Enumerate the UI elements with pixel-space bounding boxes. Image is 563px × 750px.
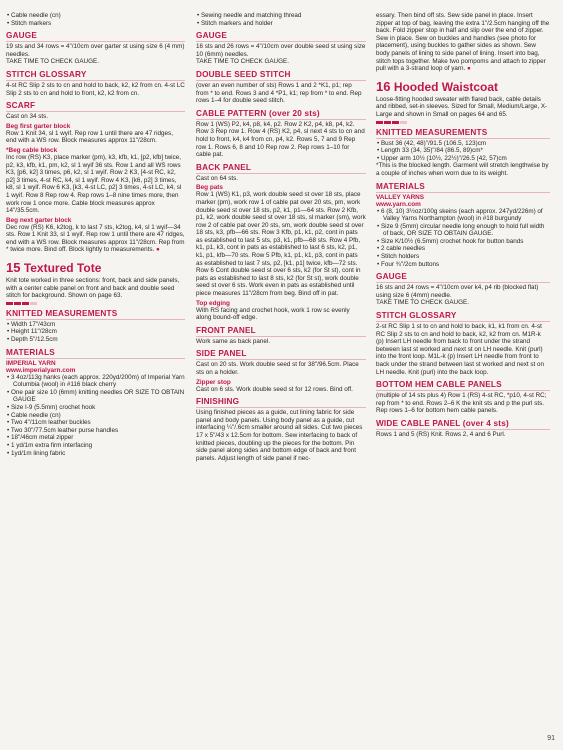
yarn-brand: IMPERIAL YARN [6,359,56,367]
knitted-measurements-heading: KNITTED MEASUREMENTS [6,309,185,320]
list-item: • Stitch holders [376,253,550,261]
list-item: • One pair size 10 (6mm) knitting needles OR SIZE TO OBTAIN GAUGE [6,389,185,404]
beg-first-heading: Beg first garter block [6,122,71,130]
bottom-hem-text: (multiple of 14 sts plus 4) Row 1 (RS) 4-st RC, *p10, 4-st RC; rep from * to end. Rows 2–6 K the knit sts and p the purl sts. Rep rows 1–6 for bottom hem cable panels. [376,392,547,415]
list-item: • Bust 36 (42, 48)"/91.5 (106.5, 123)cm [376,140,550,148]
gauge-check: TAKE TIME TO CHECK GAUGE. [376,299,469,307]
front-panel-heading: FRONT PANEL [196,326,366,337]
wide-cable-heading: WIDE CABLE PANEL (over 4 sts) [376,419,550,430]
zipper-stop-heading: Zipper stop [196,378,231,386]
scarf-cast-on: Cast on 34 sts. [6,113,48,121]
stitch-glossary-text: 2-st RC Slip 1 st to cn and hold to back, k1, k1 from cn. 4-st RC Slip 2 sts to cn and hold to back, k2, k2 from cn. M1R-k (p) Insert LH needle from back to front under the strand between last st worked and next st on LH needle. Knit (purl) into the front loop. M1L-k (p) Insert LH needle from front to back under the strand between last st worked and next st on LH needle. Knit (purl) into the back loop. [376,323,545,376]
finishing-continued: essary. Then bind off sts. Sew side panel in place. Insert zipper at top of bag, leaving the extra 1"/2.5cm hanging off the back. Fold zipper stop in half and slip over the end of zipper. Sew in place. Sew on buckles and handles (see photo for placement), using buckles to gather sides as shown. Sew body panels of lining to side panel of lining. Insert into bag, stitch tops together. Make two pompoms and attach to zipper pull with a 3-strand loop of yarn. ● [376,12,550,73]
gauge-check: TAKE TIME TO CHECK GAUGE. [6,58,99,66]
side-panel-heading: SIDE PANEL [196,349,366,360]
yarn-brand: VALLEY YARNS [376,193,425,201]
list-item: • 3 4oz/113g hanks (each approx. 220yd/200m) of Imperial Yarn Columbia (wool) in #116 black cherry [6,374,185,389]
wide-cable-text: Rows 1 and 5 (RS) Knit. Rows 2, 4 and 6 Purl. [376,430,506,438]
gauge-heading: GAUGE [376,272,550,283]
beg-pats-heading: Beg pats [196,184,223,192]
yarn-url[interactable]: www.yarn.com [376,200,421,208]
materials-heading: MATERIALS [6,348,185,359]
column-2 [196,12,366,462]
gauge-text: 16 sts and 26 rows = 4"/10cm over double seed st using size 10 (6mm) needles. [196,43,366,58]
list-item: • Stitch markers and holder [196,20,366,28]
beg-next-text: Dec row (RS) K6, k2tog, k to last 7 sts, k2tog, k4, sl 1 wyif—34 sts. Row 1 Knit 33, sl 1 wyif. Rep row 1 until there are 47 ridges, end with a WS row. Block measures approx 11"/28cm. Rep from * twice more. Bind off. Block lightly to measurements. ● [6,223,185,254]
front-panel-text: Work same as back panel. [196,337,271,345]
list-item: • Stitch markers [6,20,185,28]
beg-first-text: Row 1 Knit 34, sl 1 wyif. Rep row 1 until there are 47 ridges, end with a WS row. Block measures approx 11"/28cm. [6,129,173,145]
top-edging-heading: Top edging [196,299,230,307]
project-title: 15 Textured Tote [6,260,102,276]
column-3 [376,12,550,439]
list-item: • Sewing needle and matching thread [196,12,366,20]
beg-cable-text: Inc row (RS) K3, place marker (pm), k3, kfb, k1, [p2, kfb] twice, p2, k3, kfb, k1, pm, k2, sl 1 wyif 36 sts. Row 1 and all WS rows K3, [p6, k2] 3 times, p6, k2, sl 1 wyif. Row 2 K3, [4-st RC, k2, p2] 3 times, 4-st RC, k4, sl 1 wyif. Row 4 K3, [k6, p2] 3 times, k8, sl 1 wyif. Row 6 K3, [k3, 4-st LC, p2] 3 times, 4-st LC, k4, sl 1 wyif. Row 8 Rep row 4. Rep rows 1–8 nine times more, then work row 1 once more. Cable block measures approx 14"/35.5cm. [6,153,182,215]
list-item: • Cable needle (cn) [6,12,185,20]
list-item: • 6 (8, 10) 3½oz/100g skeins (each approx. 247yd/226m) of Valley Yarns Northampton (wool) in #18 burgundy [376,208,550,223]
knitted-measurements-heading: KNITTED MEASUREMENTS [376,128,550,139]
finishing-heading: FINISHING [196,397,366,408]
side-panel-text: Cast on 20 sts. Work double seed st for 38"/96.5cm. Place sts on a holder. [196,361,359,376]
gauge-check: TAKE TIME TO CHECK GAUGE. [196,58,289,66]
list-item: • 1yd/1m lining fabric [6,450,185,458]
skill-level-bar [376,121,550,124]
back-panel-cast-on: Cast on 64 sts. [196,174,238,182]
stitch-glossary-text: 4-st RC Slip 2 sts to cn and hold to back, k2, k2 from cn. 4-st LC Slip 2 sts to cn and hold to front, k2, k2 from cn. [6,81,185,97]
list-item: • 2 cable needles [376,245,550,253]
project-description: Loose-fitting hooded sweater with flared back, cable details and ribbed, set-in sleeves. Sized for Small, Medium/Large, X-Large and shown in Small on pages 64 and 65. [376,95,548,118]
list-item: • Two 4"/11cm leather buckles [6,419,185,427]
list-item: • 1 yd/1m extra firm interfacing [6,442,185,450]
gauge-heading: GAUGE [6,31,185,42]
beg-next-heading: Beg next garter block [6,216,72,224]
page-number: 91 [547,735,555,742]
scarf-heading: SCARF [6,101,185,112]
beg-cable-heading: *Beg cable block [6,146,58,154]
cable-pattern-heading: CABLE PATTERN (over 20 sts) [196,109,366,120]
gauge-text: 19 sts and 34 rows = 4"/10cm over garter st using size 6 (4 mm) needles. [6,43,185,58]
skill-level-bar [6,302,185,305]
list-item: • Upper arm 10½ (10½, 22½)"/26.5 (42, 57)cm [376,155,550,163]
measurement-note: *This is the blocked length. Garment will stretch lengthwise by a couple of inches when worn due to its weight. [376,162,549,177]
yarn-url[interactable]: www.imperialyarn.com [6,366,76,374]
list-item: • 18"/46cm metal zipper [6,434,185,442]
cable-pattern-text: Row 1 (WS) P2, k4, p8, k4, p2. Row 2 K2, p4, k8, p4, k2. Row 3 Rep row 1. Row 4 (RS) K2, p4, sl next 4 sts to cn and hold to front, k4, k4 from cn, p4, k2. Rows 5, 7 and 9 Rep row 1. Rows 6, 8 and 10 Rep row 2. Rep rows 1–10 for cable pat. [196,120,365,159]
stitch-glossary-heading: STITCH GLOSSARY [6,70,185,81]
list-item: • Length 33 (34, 35)"/84 (86.5, 89)cm* [376,147,550,155]
list-item: • Size K/10½ (6.5mm) crochet hook for button bands [376,238,550,246]
list-item: • Two 30"/77.5cm leather purse handles [6,427,185,435]
project-title: 16 Hooded Waistcoat [376,78,499,94]
zipper-stop-text: Cast on 6 sts. Work double seed st for 12 rows. Bind off. [196,385,353,393]
double-seed-heading: DOUBLE SEED STITCH [196,70,366,81]
list-item: • Width 17"/43cm [6,321,185,329]
materials-heading: MATERIALS [376,182,550,193]
list-item: • Four ¾"/2cm buttons [376,261,550,269]
stitch-glossary-heading: STITCH GLOSSARY [376,311,550,322]
list-item: • Depth 5"/12.5cm [6,336,185,344]
beg-pats-text: Row 1 (WS) K1, p3, work double seed st over 18 sts, place marker (pm), work row 1 of cable pat over 20 sts, pm, work double seed st over 18 sts, p2, k1, p1—64 sts. Row 2 Kfb, p1, k2, work double seed st over 18 sts, sl marker (sm), work row 2 of cable pat over 20 sts, sm, work double seed st over 18 sts, k3, pfb—66 sts. Row 3 Kfb, p1, k1, p2, cont in pats as established to last 5 sts, p3, k1, pfb—68 sts. Row 4 Pfb, k1, p1, k3, cont in pats as established to last 6 sts, k2, p1, k1, p1, kfb—70 sts. Row 5 Pfb, k1, p1, k1, p3, cont in pats as established to last 7 sts, p2, [k1, p1] twice, kfb—72 sts. Row 6 Cont double seed st over 6 sts, k2 (for St st), cont in pats as established to last 8 sts, k2 (for St st), work double seed st over 6 sts. Work even in pats as established until piece measures 11"/28cm from beg. Bind off in pat. [196,191,366,298]
top-edging-text: With RS facing and crochet hook, work 1 row sc evenly along bound-off edge. [196,306,350,322]
gauge-text: 16 sts and 24 rows = 4"/10cm over k4, p4 rib (blocked flat) using size 6 (4mm) needle. [376,284,539,299]
heart-icon: ● [156,246,160,254]
list-item: • Size I-9 (5.5mm) crochet hook [6,404,185,412]
list-item: • Size 9 (5mm) circular needle long enough to hold full width of back, OR SIZE TO OBTAIN GAUGE. [376,223,550,238]
list-item: • Cable needle (cn) [6,412,185,420]
gauge-heading: GAUGE [196,31,366,42]
bottom-hem-heading: BOTTOM HEM CABLE PANELS [376,380,550,391]
back-panel-heading: BACK PANEL [196,163,366,174]
list-item: • Height 11"/28cm [6,328,185,336]
project-description: Knit tote worked in three sections: front, back and side panels, with a center cable panel on front and back and double seed stitch for background. Shown on page 63. [6,277,180,300]
heart-icon: ● [467,65,471,73]
finishing-text: Using finished pieces as a guide, cut lining fabric for side panel and body panels. Using body panel as a guide, cut interfacing ¼"/.6cm smaller around all sides. Cut two pieces 17 x 5"/43 x 12.5cm for bottom. Sew interfacing to back of knitted pieces, doubling up the pieces for the bottom. Pin side panel along sides and bottom edge of back and front panels. Adjust length of side panel if nec- [196,409,363,462]
double-seed-text: (over an even number of sts) Rows 1 and 2 *K1, p1; rep from * to end. Rows 3 and 4 *P1, k1; rep from * to end. Rep rows 1–4 for double seed stitch. [196,81,362,105]
column-1 [6,12,185,457]
